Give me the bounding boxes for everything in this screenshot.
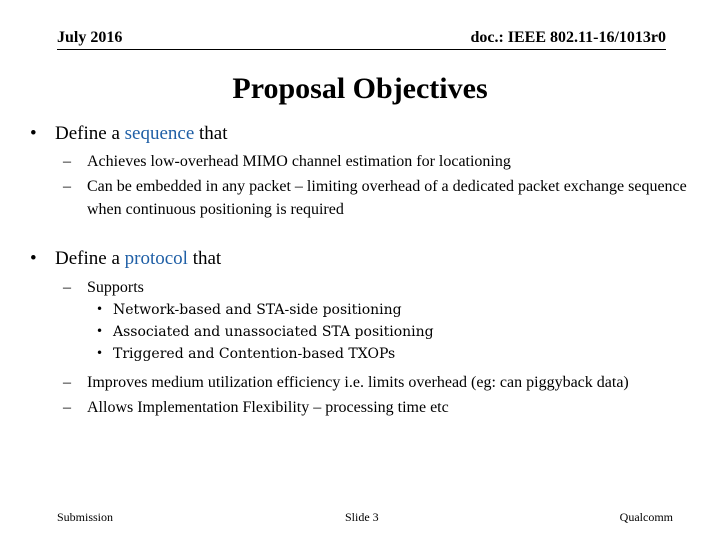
- small-bullet-icon: •: [96, 324, 104, 338]
- bullet-text: [55, 248, 221, 270]
- footer-slide-number: Slide 3: [345, 510, 379, 524]
- subitem-text: Allows Implementation Flexibility – processing time etc: [87, 399, 449, 416]
- bullet-prefix: Define a: [55, 123, 125, 144]
- bullet-text: [55, 123, 228, 145]
- bullet-suffix: that: [194, 123, 228, 144]
- subitem-text: Can be embedded in any packet – limiting overhead of a dedicated packet exchange sequence when continuous positioning is required: [87, 178, 687, 218]
- header-date: July 2016: [57, 29, 123, 46]
- small-bullet-icon: •: [96, 302, 104, 316]
- dash-icon: –: [63, 374, 71, 391]
- bullet-icon: •: [30, 123, 37, 144]
- footer-submission: Submission: [57, 510, 114, 524]
- supports-item-text: Associated and unassociated STA positioning: [113, 324, 434, 340]
- footer-company: Qualcomm: [619, 510, 673, 524]
- subitem-text: Improves medium utilization efficiency i.e. limits overhead (eg: can piggyback data): [87, 374, 629, 391]
- small-bullet-icon: •: [96, 346, 104, 360]
- dash-icon: –: [63, 279, 71, 296]
- supports-item-text: Triggered and Contention-based TXOPs: [113, 346, 396, 362]
- header-doc-id: doc.: IEEE 802.11-16/1013r0: [470, 29, 666, 46]
- subitem-text: Achieves low-overhead MIMO channel estimation for locationing: [87, 153, 511, 170]
- dash-icon: –: [63, 153, 71, 170]
- bullet-suffix: that: [187, 248, 222, 269]
- bullet-icon: •: [30, 248, 37, 269]
- slide-title: Proposal Objectives: [232, 72, 488, 105]
- subitem-text: Supports: [87, 279, 144, 296]
- bullet-keyword-protocol: protocol: [124, 248, 188, 269]
- dash-icon: –: [63, 399, 71, 416]
- bullet-keyword-sequence: sequence: [124, 123, 195, 144]
- bullet-prefix: Define a: [55, 248, 125, 269]
- supports-item-text: Network-based and STA-side positioning: [113, 302, 402, 318]
- dash-icon: –: [63, 178, 71, 195]
